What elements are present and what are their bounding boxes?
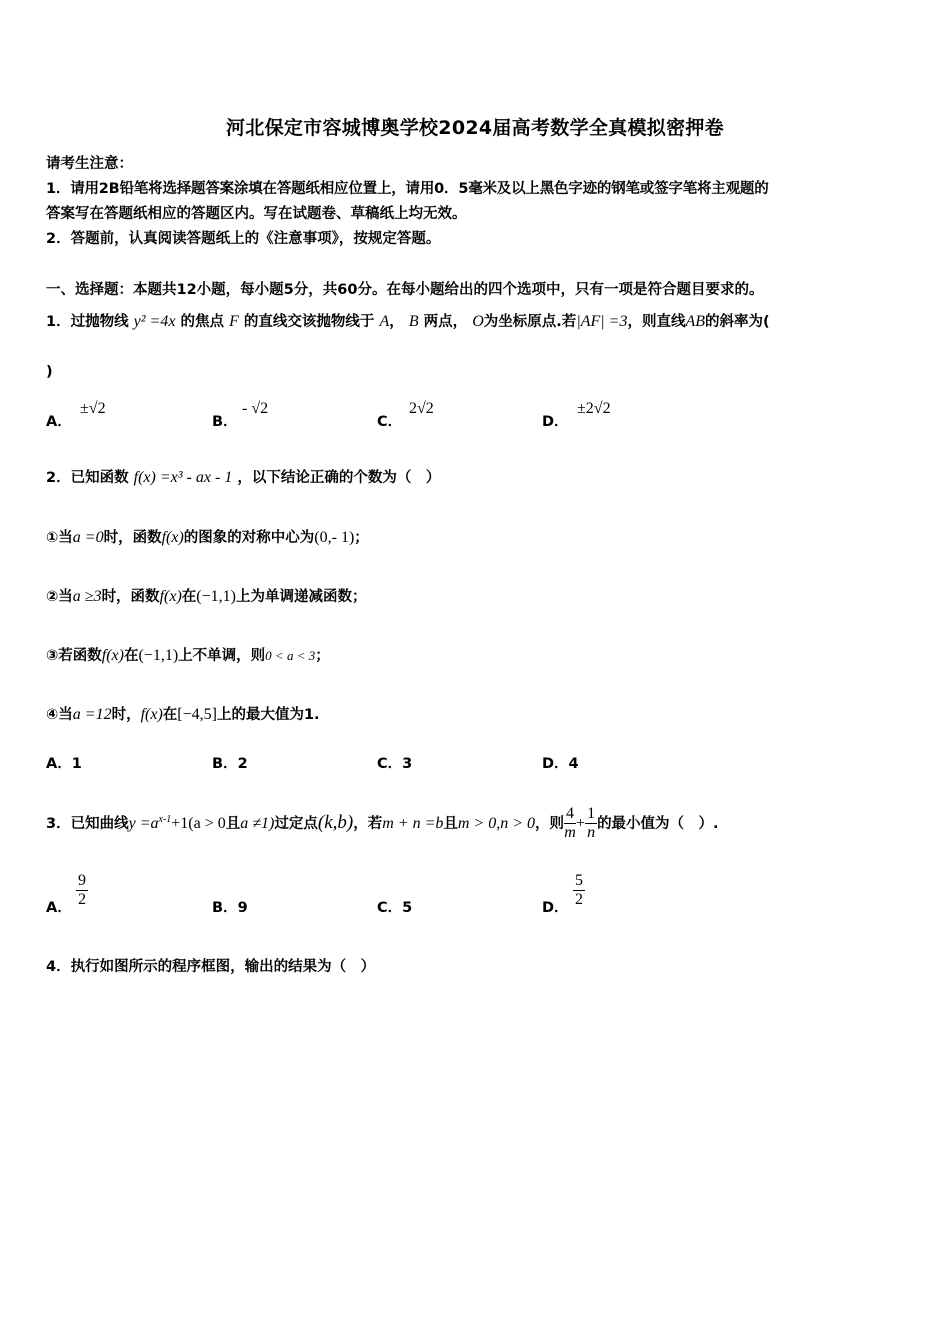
q1-text: 为坐标原点.若 xyxy=(483,314,577,330)
notice-item2: 2．答题前，认真阅读答题纸上的《注意事项》，按规定答题。 xyxy=(46,231,441,247)
q1-text: 的斜率为( xyxy=(705,314,770,330)
q2-option-c: C．3 xyxy=(377,756,413,772)
page-title: 河北保定市容城博奥学校2024届高考数学全真模拟密押卷 xyxy=(226,117,724,139)
q1-math: AB xyxy=(685,313,705,330)
question-4: 4．执行如图所示的程序框图，输出的结果为（ ） xyxy=(46,959,376,975)
question-1 xyxy=(46,310,770,331)
q1-option-a-value: ±√2 xyxy=(80,400,106,417)
q2-option-b: B．2 xyxy=(212,756,248,772)
notice-item1-line1: 1．请用2B铅笔将选择题答案涂填在答题纸相应位置上，请用0．5毫米及以上黑色字迹的钢笔或签字笔将主观题的 xyxy=(46,181,769,197)
q3-option-a-fraction: $\frac{9}{2}$ xyxy=(78,872,86,908)
q1-math: O xyxy=(472,313,484,330)
q1-option-d: D． xyxy=(542,414,569,430)
q2-statement-1: ①当a =0时，函数f(x)的图象的对称中心为(0,- 1)； xyxy=(46,529,369,546)
question-3: 3．已知曲线$y =a^{x-1}+1(a > 0$且a ≠1)过定点(k,b)，若m + n =b且m > 0,n > 0，则 $\frac{4}{m}$ + $\frac{1}{n}$ 的最小值为（ ）. xyxy=(46,805,719,842)
fraction-4-over-m: $\frac{4}{m}$ xyxy=(564,805,576,842)
q1-math: B xyxy=(408,313,419,330)
q2-option-d: D．4 xyxy=(542,756,579,772)
q1-option-c: C． xyxy=(377,414,403,430)
q3-option-d-fraction: $\frac{5}{2}$ xyxy=(575,872,583,908)
q1-option-b-value: - √2 xyxy=(242,400,269,417)
fraction-1-over-n: $\frac{1}{n}$ xyxy=(587,805,596,842)
q3-option-b: B．9 xyxy=(212,900,248,916)
q1-close-paren: ) xyxy=(46,364,53,380)
question-2 xyxy=(46,466,440,487)
q1-option-a: A． xyxy=(46,414,72,430)
q1-math: F xyxy=(229,313,239,330)
q1-math: A xyxy=(379,313,390,330)
q2-text: 2．已知函数 xyxy=(46,470,129,486)
section-heading: 一、选择题：本题共12小题，每小题5分，共60分。在每小题给出的四个选项中，只有一项是符合题目要求的。 xyxy=(46,282,764,298)
notice-heading: 请考生注意： xyxy=(46,156,133,172)
q2-math: f(x) =x³ - ax - 1 xyxy=(133,469,233,486)
q2-statement-2: ②当a ≥3时，函数f(x)在(−1,1)上为单调递减函数； xyxy=(46,588,367,605)
q1-text: 的焦点 xyxy=(180,314,225,330)
q3-option-a: A． xyxy=(46,900,72,916)
q1-option-c-value: 2√2 xyxy=(409,400,434,417)
q1-text: ， xyxy=(389,314,404,330)
q3-option-d: D． xyxy=(542,900,569,916)
q1-math: |AF| =3 xyxy=(576,313,628,330)
q1-option-d-value: ±2√2 xyxy=(577,400,611,417)
q1-text: ，则直线 xyxy=(627,314,686,330)
q2-statement-4: ④当a =12时，f(x)在[−4,5]上的最大值为1. xyxy=(46,706,320,723)
q1-math: y² =4x xyxy=(133,313,176,330)
q1-text: 1．过抛物线 xyxy=(46,314,129,330)
q1-text: 两点， xyxy=(423,314,468,330)
q2-text: ，以下结论正确的个数为（ ） xyxy=(237,470,441,486)
q2-option-a: A．1 xyxy=(46,756,82,772)
q1-text: 的直线交该抛物线于 xyxy=(243,314,375,330)
q3-option-c: C．5 xyxy=(377,900,413,916)
notice-item1-line2: 答案写在答题纸相应的答题区内。写在试题卷、草稿纸上均无效。 xyxy=(46,206,467,222)
q1-option-b: B． xyxy=(212,414,238,430)
q2-statement-3: ③若函数f(x)在(−1,1)上不单调，则0 < a < 3； xyxy=(46,647,330,664)
